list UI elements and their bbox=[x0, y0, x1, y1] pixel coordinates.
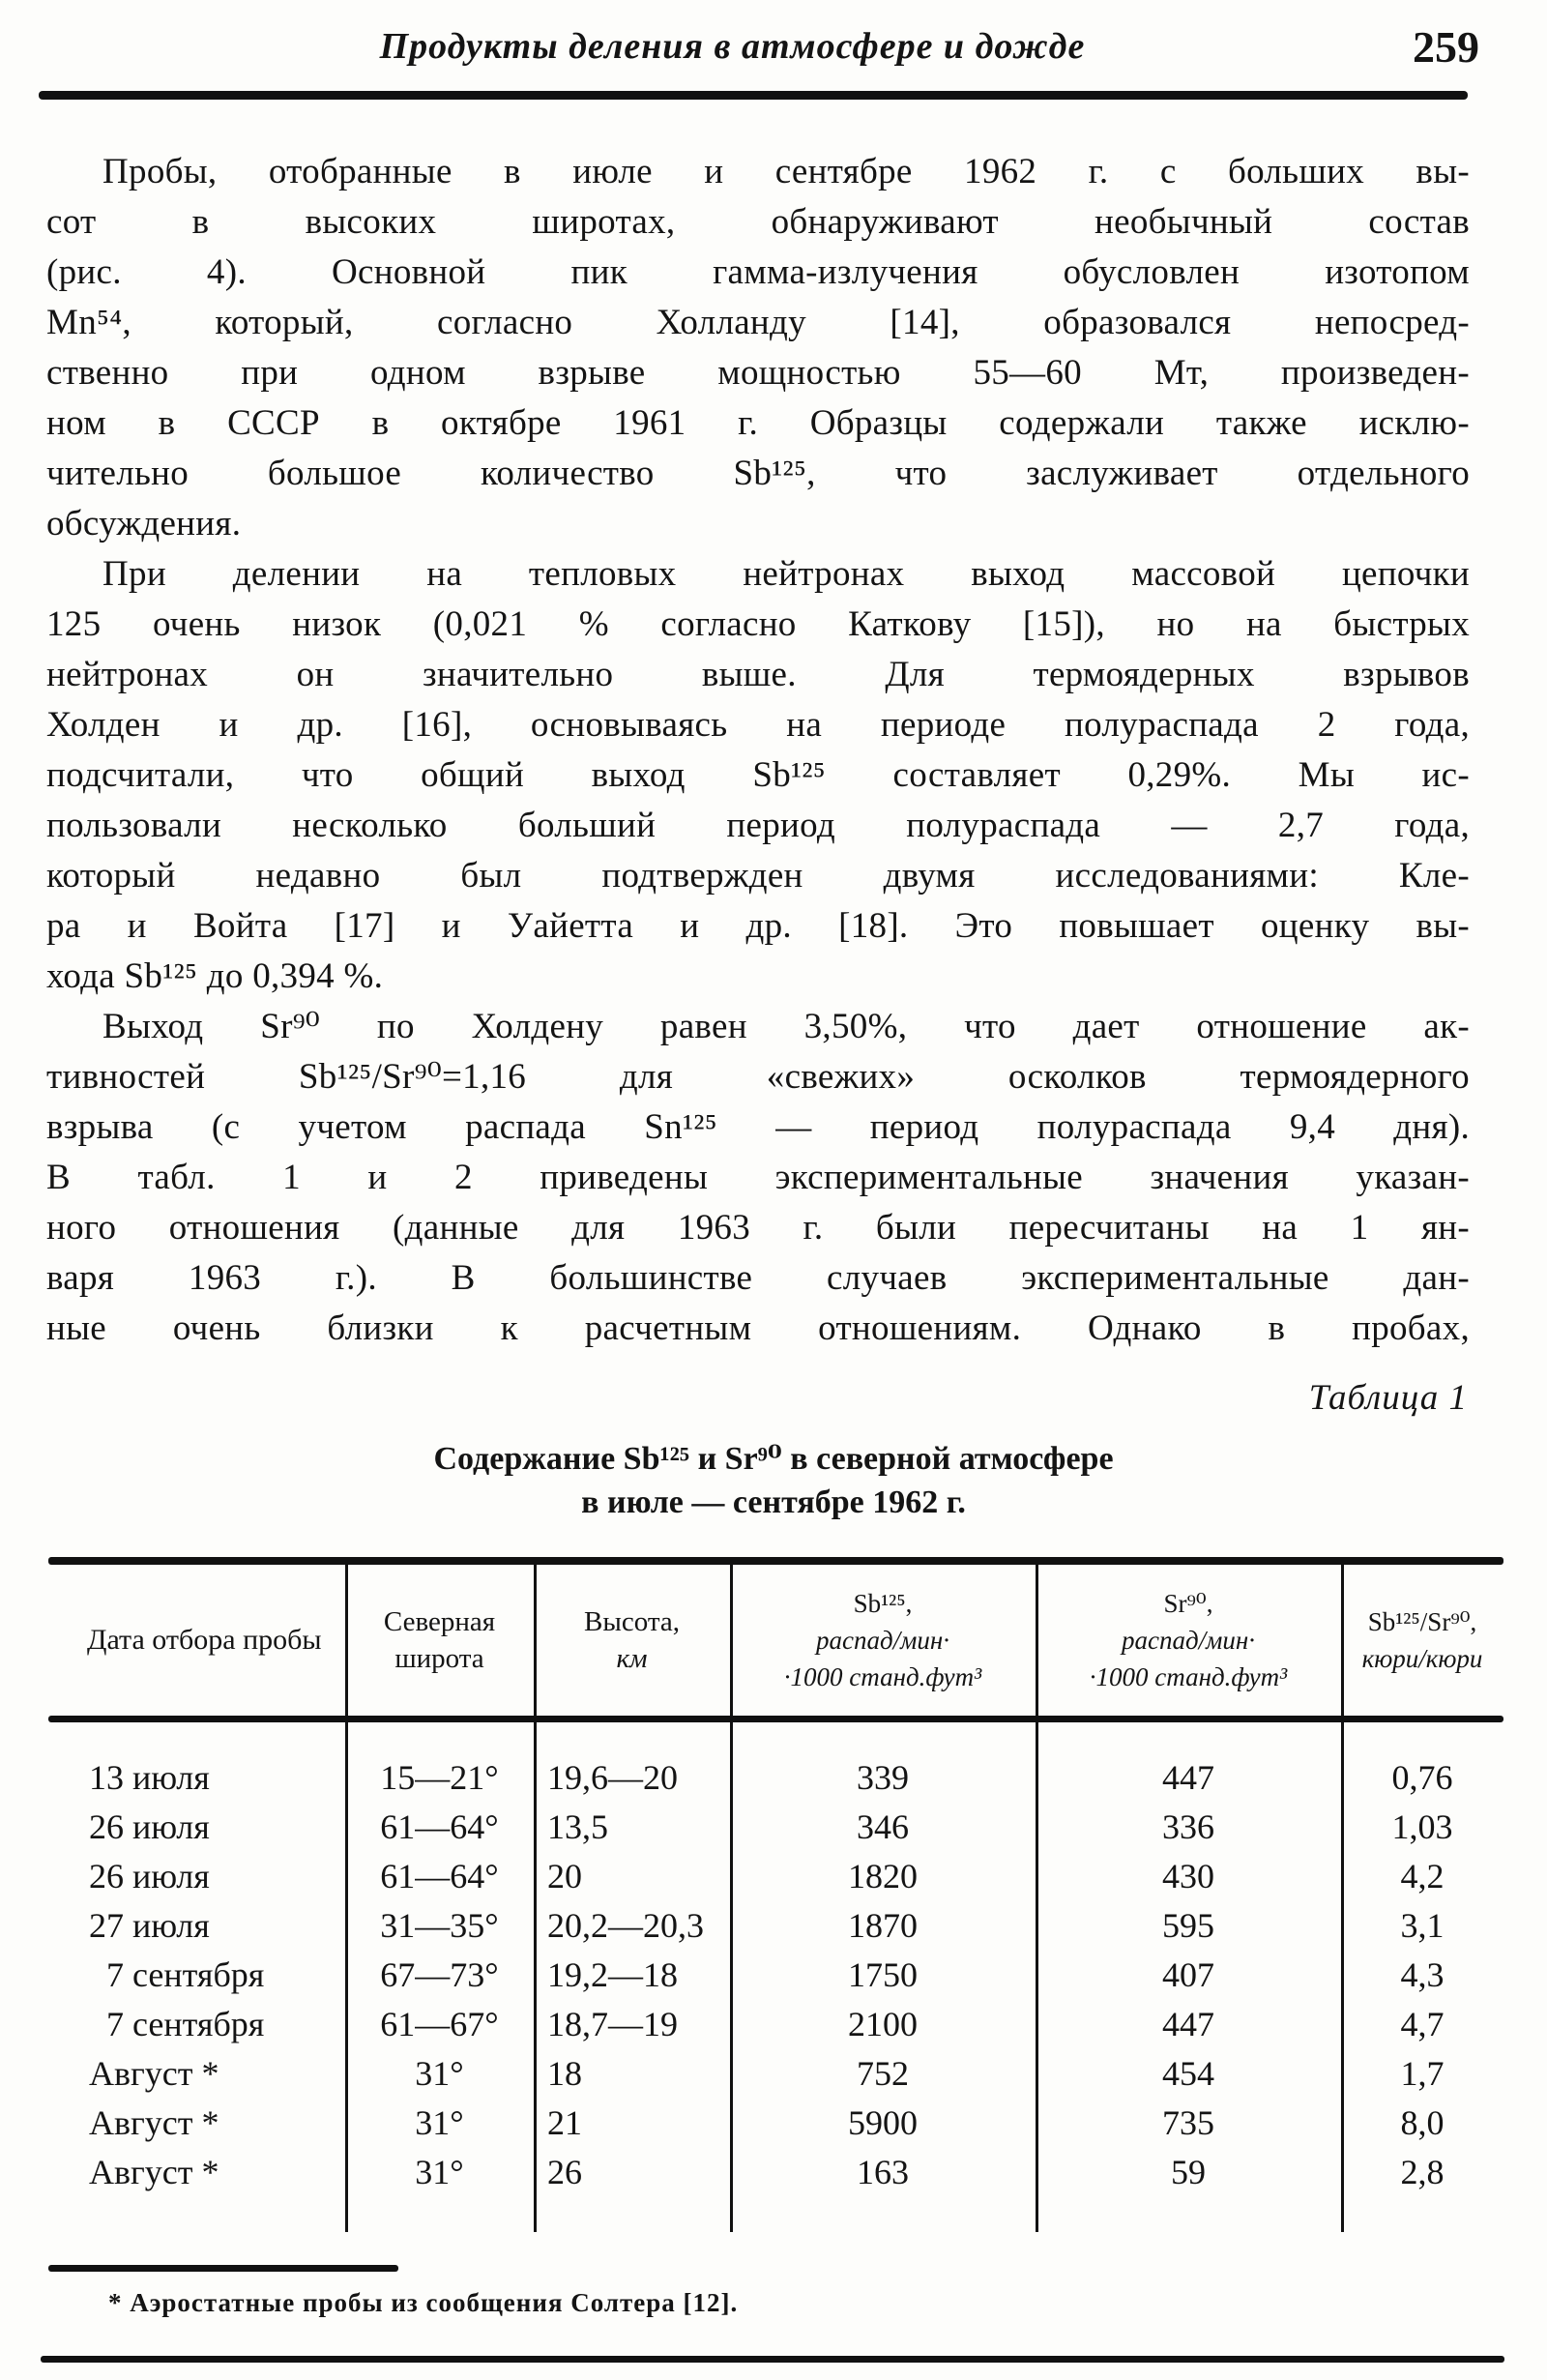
text-line: чительно большое количество Sb¹²⁵, что заслуживает отдельного bbox=[46, 454, 1470, 493]
cell-sb125: 163 bbox=[857, 2152, 909, 2191]
table-row bbox=[48, 1999, 1503, 2048]
cell-sb125: 1750 bbox=[848, 1954, 918, 1994]
column-header-text: широта bbox=[394, 1643, 484, 1674]
cell-ratio: 8,0 bbox=[1400, 2102, 1445, 2142]
cell-sb125: 1870 bbox=[848, 1905, 918, 1945]
cell-sb125: 346 bbox=[857, 1807, 909, 1846]
cell-date: Август * bbox=[89, 2152, 219, 2191]
cell-date: 13 июля bbox=[89, 1757, 210, 1797]
cell-ratio: 1,03 bbox=[1391, 1807, 1453, 1846]
text-line: который недавно был подтвержден двумя исследованиями: Кле- bbox=[46, 856, 1470, 896]
cell-altitude: 13,5 bbox=[547, 1807, 608, 1846]
cell-date: 26 июля bbox=[89, 1807, 210, 1846]
table-label: Таблица 1 bbox=[1308, 1378, 1468, 1418]
text-line: взрыва (с учетом распада Sn¹²⁵ — период полураспада 9,4 дня). bbox=[46, 1107, 1470, 1147]
column-header-date bbox=[48, 1567, 345, 1714]
cell-date: Август * bbox=[89, 2102, 219, 2142]
cell-ratio: 0,76 bbox=[1391, 1757, 1453, 1797]
cell-sr90: 447 bbox=[1162, 2004, 1214, 2043]
column-header-text: Sb¹²⁵, bbox=[853, 1589, 913, 1618]
header-rule bbox=[39, 91, 1468, 100]
cell-latitude: 15—21° bbox=[380, 1757, 499, 1797]
column-header-sb125 bbox=[730, 1567, 1036, 1714]
cell-latitude: 67—73° bbox=[380, 1954, 499, 1994]
column-header-latitude bbox=[345, 1567, 534, 1714]
cell-date: 7 сентября bbox=[89, 1954, 265, 1994]
text-line: ственно при одном взрыве мощностью 55—60 Мт, произведен- bbox=[46, 353, 1470, 393]
column-header-text: Sr⁹⁰, bbox=[1163, 1589, 1213, 1618]
cell-ratio: 4,2 bbox=[1400, 1856, 1445, 1895]
text-line: ного отношения (данные для 1963 г. были пересчитаны на 1 ян- bbox=[46, 1208, 1470, 1248]
cell-altitude: 19,2—18 bbox=[547, 1954, 678, 1994]
cell-latitude: 31—35° bbox=[380, 1905, 499, 1945]
cell-latitude: 31° bbox=[415, 2102, 464, 2142]
cell-altitude: 20,2—20,3 bbox=[547, 1905, 704, 1945]
cell-latitude: 61—64° bbox=[380, 1856, 499, 1895]
text-line: ном в СССР в октябре 1961 г. Образцы содержали также исклю- bbox=[46, 403, 1470, 443]
text-line: Пробы, отобранные в июле и сентябре 1962 г. с больших вы- bbox=[102, 152, 1470, 191]
page-title: Продукты деления в атмосфере и дожде bbox=[379, 26, 1086, 67]
table-row bbox=[48, 2147, 1503, 2196]
cell-altitude: 26 bbox=[547, 2152, 582, 2191]
cell-sb125: 339 bbox=[857, 1757, 909, 1797]
table-row bbox=[48, 1950, 1503, 1999]
column-header-text: распад/мин· bbox=[815, 1626, 950, 1655]
cell-latitude: 61—64° bbox=[380, 1807, 499, 1846]
text-line: ра и Войта [17] и Уайетта и др. [18]. Это повышает оценку вы- bbox=[46, 906, 1470, 946]
text-line: нейтронах он значительно выше. Для термоядерных взрывов bbox=[46, 655, 1470, 694]
cell-altitude: 18 bbox=[547, 2053, 582, 2093]
text-line: пользовали несколько больший период полураспада — 2,7 года, bbox=[46, 806, 1470, 845]
cell-date: 26 июля bbox=[89, 1856, 210, 1895]
cell-sb125: 752 bbox=[857, 2053, 909, 2093]
cell-altitude: 21 bbox=[547, 2102, 582, 2142]
cell-altitude: 18,7—19 bbox=[547, 2004, 678, 2043]
table-top-rule bbox=[48, 1557, 1503, 1565]
column-header-altitude bbox=[534, 1567, 730, 1714]
table-header-rule bbox=[48, 1716, 1503, 1722]
column-header-text: Дата отбора пробы bbox=[87, 1624, 322, 1656]
text-line: обсуждения. bbox=[46, 504, 242, 544]
column-header-text: ·1000 станд.фут³ bbox=[1089, 1662, 1288, 1691]
cell-ratio: 4,3 bbox=[1400, 1954, 1445, 1994]
column-header-text: ·1000 станд.фут³ bbox=[783, 1662, 982, 1691]
cell-sr90: 454 bbox=[1162, 2053, 1214, 2093]
cell-sb125: 2100 bbox=[848, 2004, 918, 2043]
column-header-text: распад/мин· bbox=[1121, 1626, 1256, 1655]
column-header-sr90 bbox=[1036, 1567, 1341, 1714]
text-line: подсчитали, что общий выход Sb¹²⁵ составляет 0,29%. Мы ис- bbox=[46, 755, 1470, 795]
cell-sr90: 59 bbox=[1171, 2152, 1206, 2191]
text-line: При делении на тепловых нейтронах выход массовой цепочки bbox=[102, 554, 1470, 594]
text-line: тивностей Sb¹²⁵/Sr⁹⁰=1,16 для «свежих» осколков термоядерного bbox=[46, 1057, 1470, 1097]
table-row bbox=[48, 1900, 1503, 1950]
cell-sr90: 735 bbox=[1162, 2102, 1214, 2142]
table-caption-line1: Содержание Sb¹²⁵ и Sr⁹⁰ в северной атмосфере bbox=[433, 1441, 1114, 1477]
cell-date: 7 сентября bbox=[89, 2004, 265, 2043]
column-header-text: Sb¹²⁵/Sr⁹⁰, bbox=[1367, 1607, 1477, 1636]
cell-date: Август * bbox=[89, 2053, 219, 2093]
column-header-text: Северная bbox=[383, 1606, 496, 1637]
table-row bbox=[48, 2098, 1503, 2147]
page-bottom-rule bbox=[41, 2356, 1504, 2363]
table-caption-line2: в июле — сентябре 1962 г. bbox=[581, 1484, 966, 1520]
cell-sr90: 447 bbox=[1162, 1757, 1214, 1797]
text-line: Mn⁵⁴, который, согласно Холланду [14], образовался непосред- bbox=[46, 303, 1470, 342]
table-body bbox=[48, 1752, 1503, 2196]
text-line: ные очень близки к расчетным отношениям. Однако в пробах, bbox=[46, 1308, 1470, 1348]
text-line: сот в высоких широтах, обнаруживают необычный состав bbox=[46, 202, 1470, 242]
cell-ratio: 4,7 bbox=[1400, 2004, 1445, 2043]
cell-latitude: 31° bbox=[415, 2152, 464, 2191]
cell-sb125: 5900 bbox=[848, 2102, 918, 2142]
body-text bbox=[46, 147, 1470, 1354]
text-line: Выход Sr⁹⁰ по Холдену равен 3,50%, что дает отношение ак- bbox=[102, 1007, 1470, 1046]
text-line: варя 1963 г.). В большинстве случаев экспериментальные дан- bbox=[46, 1258, 1470, 1298]
cell-ratio: 1,7 bbox=[1400, 2053, 1445, 2093]
cell-sb125: 1820 bbox=[848, 1856, 918, 1895]
column-header-text: кюри/кюри bbox=[1361, 1644, 1483, 1673]
page-number: 259 bbox=[1413, 22, 1479, 72]
text-line: В табл. 1 и 2 приведены экспериментальные значения указан- bbox=[46, 1158, 1470, 1197]
column-header-ratio bbox=[1341, 1567, 1503, 1714]
cell-latitude: 31° bbox=[415, 2053, 464, 2093]
table-row bbox=[48, 1752, 1503, 1802]
table-footnote: * Аэростатные пробы из сообщения Солтера [12]. bbox=[108, 2288, 739, 2317]
text-line: Холден и др. [16], основываясь на периоде полураспада 2 года, bbox=[46, 705, 1470, 745]
column-header-text: Высота, bbox=[584, 1606, 680, 1637]
cell-sr90: 407 bbox=[1162, 1954, 1214, 1994]
text-line: 125 очень низок (0,021 % согласно Каткову [15]), но на быстрых bbox=[46, 604, 1470, 644]
column-header-text: км bbox=[616, 1643, 648, 1674]
cell-date: 27 июля bbox=[89, 1905, 210, 1945]
cell-sr90: 336 bbox=[1162, 1807, 1214, 1846]
cell-ratio: 3,1 bbox=[1400, 1905, 1445, 1945]
footnote-rule bbox=[48, 2265, 398, 2272]
cell-altitude: 19,6—20 bbox=[547, 1757, 678, 1797]
cell-sr90: 430 bbox=[1162, 1856, 1214, 1895]
running-head bbox=[0, 25, 1465, 68]
table-row bbox=[48, 1851, 1503, 1900]
table-row bbox=[48, 1802, 1503, 1851]
text-line: хода Sb¹²⁵ до 0,394 %. bbox=[46, 956, 384, 996]
table-caption bbox=[0, 1437, 1547, 1524]
text-line: (рис. 4). Основной пик гамма-излучения обусловлен изотопом bbox=[46, 252, 1470, 292]
cell-sr90: 595 bbox=[1162, 1905, 1214, 1945]
cell-altitude: 20 bbox=[547, 1856, 582, 1895]
cell-ratio: 2,8 bbox=[1400, 2152, 1445, 2191]
cell-latitude: 61—67° bbox=[380, 2004, 499, 2043]
table-row bbox=[48, 2048, 1503, 2098]
